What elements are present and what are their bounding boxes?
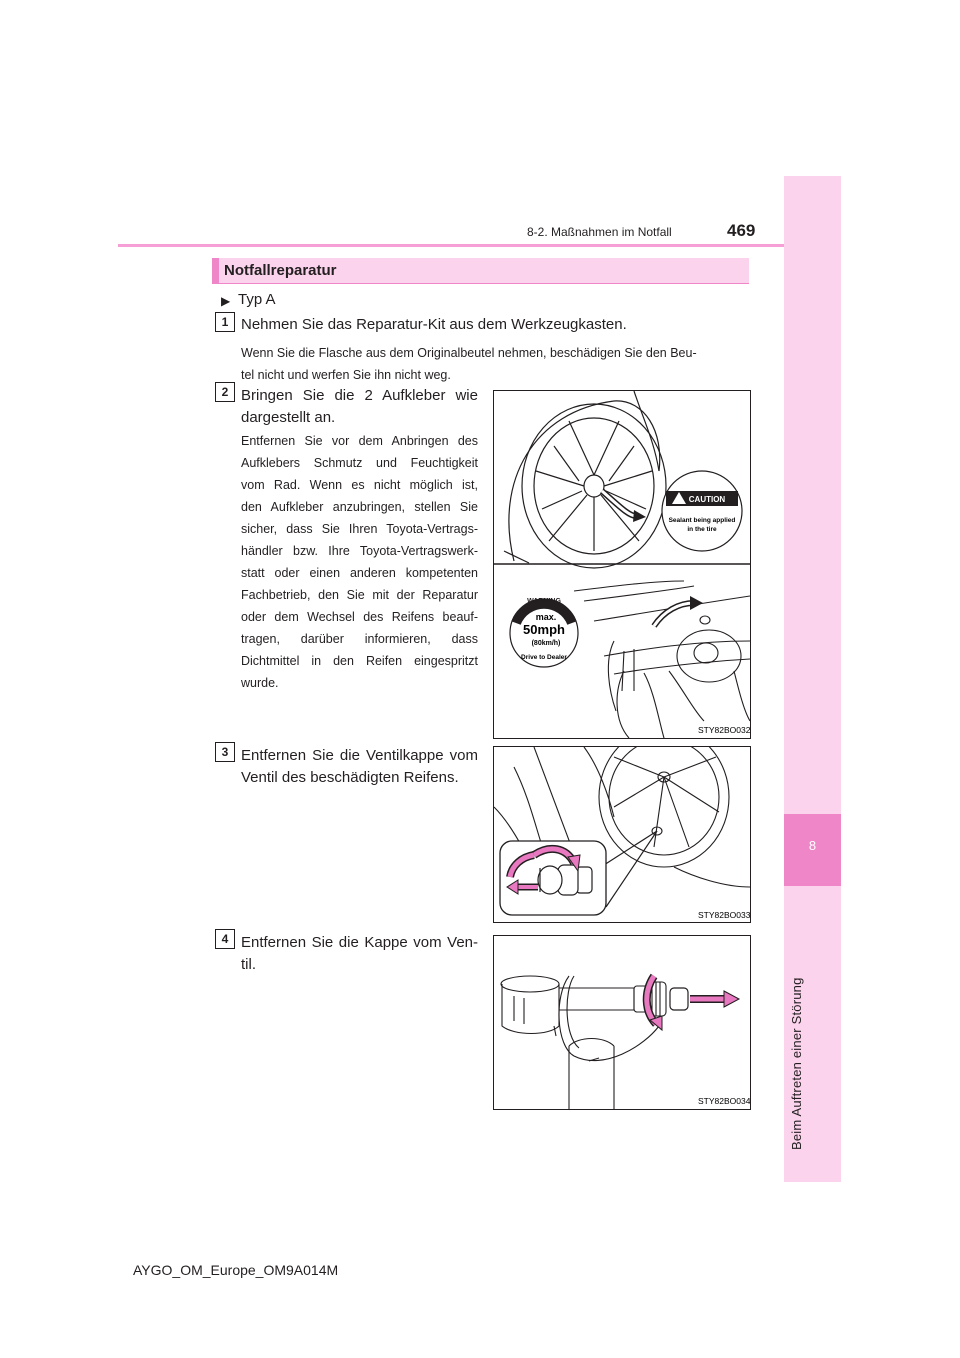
figure-code-1: STY82BO032 xyxy=(698,725,750,735)
caution-sticker-title: CAUTION xyxy=(688,495,726,504)
warning-sticker-kmh: (80km/h) xyxy=(531,640,561,647)
warning-sticker-speed: 50mph xyxy=(523,622,565,637)
step-4-title: Entfernen Sie die Kappe vom Ven- til. xyxy=(241,934,478,973)
step-number-4: 4 xyxy=(215,929,235,949)
heading-underline xyxy=(212,283,749,284)
section-title: 8-2. Maßnahmen im Notfall xyxy=(527,225,672,239)
figure-sticker-placement xyxy=(493,390,751,739)
step-3-title: Entfernen Sie die Ventilkappe vom Ventil des beschädigten Reifens. xyxy=(241,747,478,786)
figure-code-2: STY82BO033 xyxy=(698,910,750,920)
warning-sticker-bottom: Drive to Dealer xyxy=(521,654,567,661)
heading-title: Notfallreparatur xyxy=(224,262,337,279)
caution-sticker-line2: in the tire xyxy=(687,526,717,533)
figure-valve-cap-removal xyxy=(493,746,751,923)
step-number-3: 3 xyxy=(215,742,235,762)
header-rule xyxy=(118,244,784,247)
step-2-title: Bringen Sie die 2 Aufkleber wie dargestellt an. xyxy=(241,387,478,426)
warning-sticker-max: max. xyxy=(535,612,557,622)
step-1-title: Nehmen Sie das Reparatur-Kit aus dem Werkzeugkasten. xyxy=(241,316,627,333)
figure-bottle-cap-removal xyxy=(493,935,751,1110)
type-label: Typ A xyxy=(238,291,276,308)
step-2-body: Entfernen Sie vor dem Anbringen des Aufklebers Schmutz und Feuchtigkeit vom Rad. Wenn es nicht möglich ist, den Aufkleber anzubringen, stellen Sie sicher, dass Sie Ihren Toyota-Vertrags- händler bzw. Ihre Toyota-Vertragswerk- statt oder einen anderen kompetenten Fachbetrieb, den Sie mit der Reparatur oder dem Wechsel des Reifens beauf- tragen, darüber informieren, dass Dichtmittel in den Reifen eingespritzt wurde. xyxy=(241,434,478,690)
step-number-1: 1 xyxy=(215,312,235,332)
warning-sticker-top: WARNING xyxy=(527,598,561,605)
type-bullet-icon: ▶ xyxy=(221,294,231,308)
heading-bar-accent xyxy=(212,258,219,283)
chapter-title-vertical: Beim Auftreten einer Störung xyxy=(789,977,804,1150)
figure-code-3: STY82BO034 xyxy=(698,1096,750,1106)
step-number-2: 2 xyxy=(215,382,235,402)
page-number: 469 xyxy=(727,221,756,240)
caution-sticker-line1: Sealant being applied xyxy=(668,517,736,524)
step-1-body: Wenn Sie die Flasche aus dem Originalbeutel nehmen, beschädigen Sie den Beu- tel nicht und werfen Sie ihn nicht weg. xyxy=(241,346,697,382)
footer-doc-id: AYGO_OM_Europe_OM9A014M xyxy=(133,1262,339,1278)
chapter-number: 8 xyxy=(808,838,817,853)
